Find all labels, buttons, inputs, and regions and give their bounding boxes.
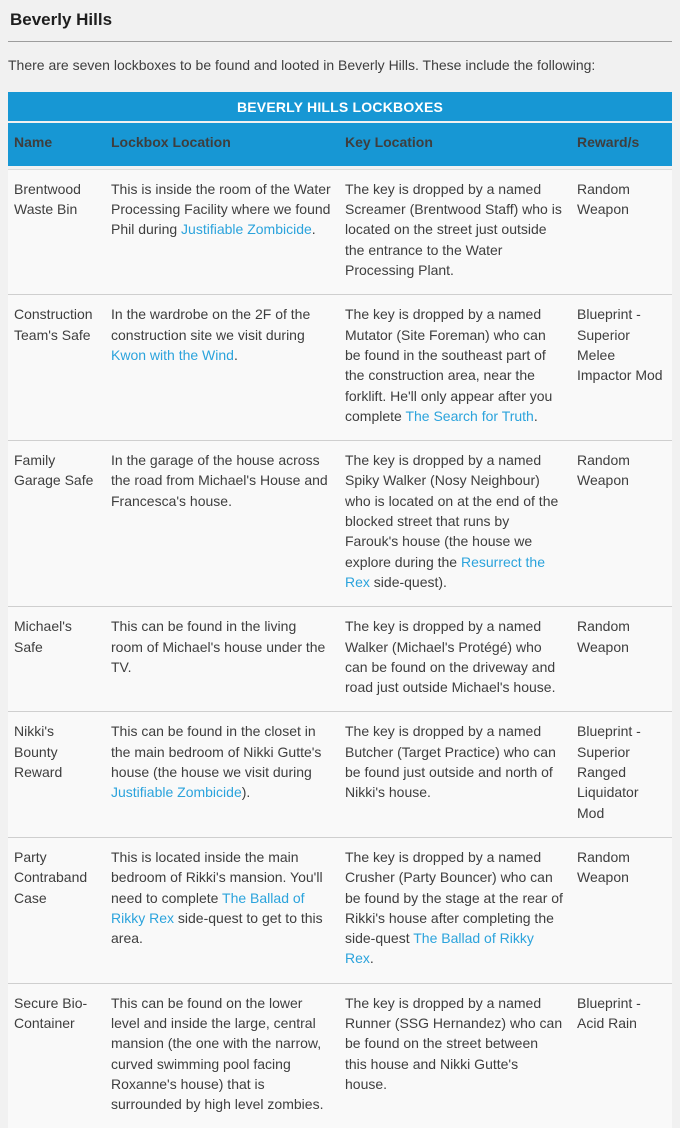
cell-name: Construction Team's Safe [14,306,93,343]
cell-key-location: The key is dropped by a named Crusher (Party Bouncer) who can be found by the stage at the rear of Rikki's house after completing the side-quest The Ballad of Rikky Rex. [345,848,563,967]
table-row [8,711,672,836]
cell-name: Nikki's Bounty Reward [14,723,63,781]
cell-lockbox-location: This can be found on the lower level and inside the large, central mansion (the one with the narrow, curved swimming pool facing Roxanne's house) that is surrounded by high level zombies. [111,994,324,1113]
cell-lockbox-location: This is located inside the main bedroom of Rikki's mansion. You'll need to complete The Ballad of Rikky Rex side-quest to get to this area. [111,848,323,947]
table-body [8,169,672,1128]
column-header-key-location: Key Location [345,133,433,150]
cell-key-location: The key is dropped by a named Mutator (Site Foreman) who can be found in the southeast part of the construction area, near the forklift. He'll only appear after you complete The Search for Truth. [345,306,553,424]
quest-link[interactable]: Justifiable Zombicide [181,221,312,238]
cell-reward: Random Weapon [577,180,630,218]
cell-lockbox-location: In the garage of the house across the road from Michael's House and Francesca's house. [111,452,328,509]
cell-reward: Blueprint - Superior Ranged Liquidator Mod [577,723,641,821]
quest-link[interactable]: The Search for Truth [405,407,534,424]
cell-reward: Random Weapon [577,848,630,886]
title-divider [8,41,672,42]
cell-key-location: The key is dropped by a named Spiky Walker (Nosy Neighbour) who is located on at the end of the blocked street that runs by Farouk's house (the house we explore during the Resurrect the Rex side-quest). [345,452,559,590]
table-row [8,440,672,606]
cell-name: Brentwood Waste Bin [14,180,81,218]
cell-reward: Blueprint - Superior Melee Impactor Mod [577,306,663,384]
intro-text: There are seven lockboxes to be found and looted in Beverly Hills. These include the following: [8,57,596,73]
cell-key-location: The key is dropped by a named Runner (SSG Hernandez) who can be found on the street between this house and Nikki Gutte's house. [345,994,563,1092]
cell-reward: Random Weapon [577,618,630,655]
table-row [8,606,672,711]
cell-key-location: The key is dropped by a named Screamer (Brentwood Staff) who is located on the street just outside the entrance to the Water Processing Plant. [345,180,562,279]
cell-lockbox-location: This is inside the room of the Water Processing Facility where we found Phil during Justifiable Zombicide. [111,180,331,238]
column-header-name: Name [14,133,53,150]
quest-link[interactable]: Resurrect the Rex [345,553,546,590]
cell-key-location: The key is dropped by a named Butcher (Target Practice) who can be found just outside and north of Nikki's house. [345,723,556,801]
column-header-reward-s: Reward/s [577,133,640,150]
table-header-row [8,123,672,166]
table-row [8,837,672,983]
cell-name: Michael's Safe [14,618,72,655]
cell-name: Party Contraband Case [14,848,88,906]
cell-key-location: The key is dropped by a named Walker (Michael's Protégé) who can be found on the driveway and road just outside Michael's house. [345,618,556,696]
quest-link[interactable]: The Ballad of Rikky Rex [345,930,534,967]
quest-link[interactable]: Kwon with the Wind [111,346,234,363]
cell-lockbox-location: In the wardrobe on the 2F of the construction site we visit during Kwon with the Wind. [111,306,311,363]
table-row [8,983,672,1128]
cell-reward: Random Weapon [577,452,630,489]
cell-name: Family Garage Safe [14,452,94,489]
cell-lockbox-location: This can be found in the closet in the main bedroom of Nikki Gutte's house (the house we visit during Justifiable Zombicide). [111,723,322,801]
cell-name: Secure Bio-Container [14,994,88,1031]
lockbox-table [8,92,672,1128]
table-row [8,169,672,294]
table-title: BEVERLY HILLS LOCKBOXES [8,92,672,121]
cell-lockbox-location: This can be found in the living room of Michael's house under the TV. [111,618,326,675]
cell-reward: Blueprint - Acid Rain [577,994,641,1031]
table-row [8,294,672,440]
column-header-lockbox-location: Lockbox Location [111,133,231,150]
page-title: Beverly Hills [10,10,113,29]
quest-link[interactable]: Justifiable Zombicide [111,784,242,801]
quest-link[interactable]: The Ballad of Rikky Rex [111,889,305,926]
